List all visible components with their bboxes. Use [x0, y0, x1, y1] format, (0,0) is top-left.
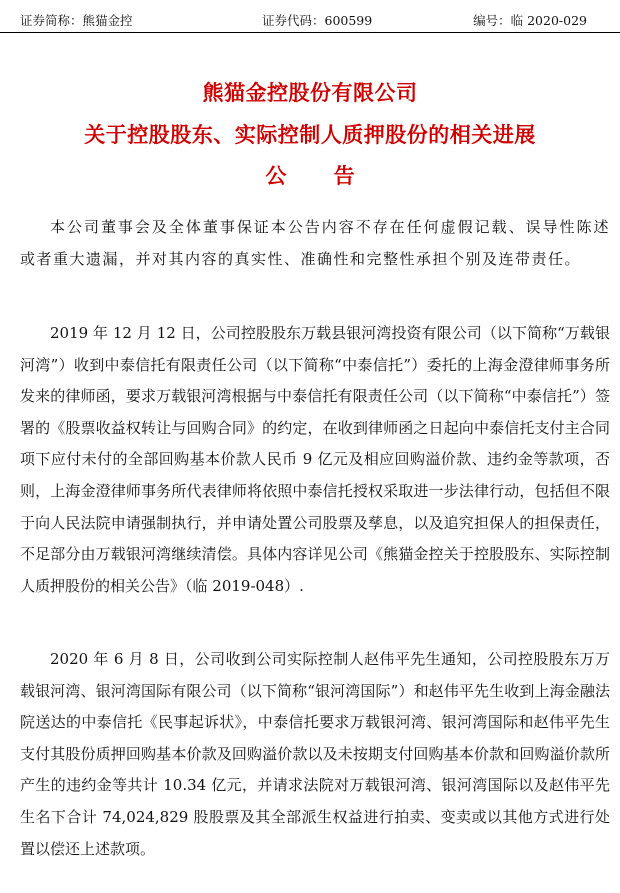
subject-title: 关于控股股东、实际控制人质押股份的相关进展 — [84, 122, 536, 147]
title-block — [0, 82, 620, 186]
announcement-number: 编号：临 2020-029 — [473, 13, 587, 28]
document-header — [0, 0, 620, 33]
disclaimer-paragraph: 本公司董事会及全体董事保证本公告内容不存在任何虚假记载、误导性陈述或者重大遗漏，并对其内容的真实性、准确性和完整性承担个别及连带责任。 — [20, 218, 610, 268]
body-paragraph-1: 2019 年 12 月 12 日，公司控股股东万载县银河湾投资有限公司（以下简称“万载银河湾”）收到中泰信托有限责任公司（以下简称“中泰信托”）委托的上海金澄律师事务所发来的律师函，要求万载银河湾根据与中泰信托有限责任公司（以下简称“中泰信托”）签署的《股票收益权转让与回购合同》的约定，在收到律师函之日起向中泰信托支付主合同项下应付未付的全部回购基本价款人民币 9 亿元及相应回购溢价款、违约金等款项，否则，上海金澄律师事务所代表律师将依照中泰信托授权采取进一步法律行动，包括但不限于向人民法院申请强制执行，并申请处置公司股票及孳息，以及追究担保人的担保责任，不足部分由万载银河湾继续清偿。具体内容详见公司《熊猫金控关于控股股东、实际控制人质押股份的相关公告》（临 2019-048）. — [20, 324, 610, 595]
security-short-name: 证券简称：熊猫金控 — [20, 13, 133, 28]
company-title: 熊猫金控股份有限公司 — [202, 80, 418, 105]
security-code: 证券代码：600599 — [262, 13, 373, 28]
announcement-type-title: 公 告 — [265, 163, 375, 188]
body-paragraph-2: 2020 年 6 月 8 日，公司收到公司实际控制人赵伟平先生通知，公司控股股东万万载银河湾、银河湾国际有限公司（以下简称“银河湾国际”）和赵伟平先生收到上海金融法院送达的中泰信托《民事起诉状》，中泰信托要求万载银河湾、银河湾国际和赵伟平先生支付其股份质押回购基本价款及回购溢价款以及未按期支付回购基本价款和回购溢价款所产生的违约金等共计 10.34 亿元，并请求法院对万载银河湾、银河湾国际以及赵伟平先生名下合计 74,024,829 股股票及其全部派生权益进行拍卖、变卖或以其他方式进行处置以偿还上述款项。 — [20, 650, 610, 858]
